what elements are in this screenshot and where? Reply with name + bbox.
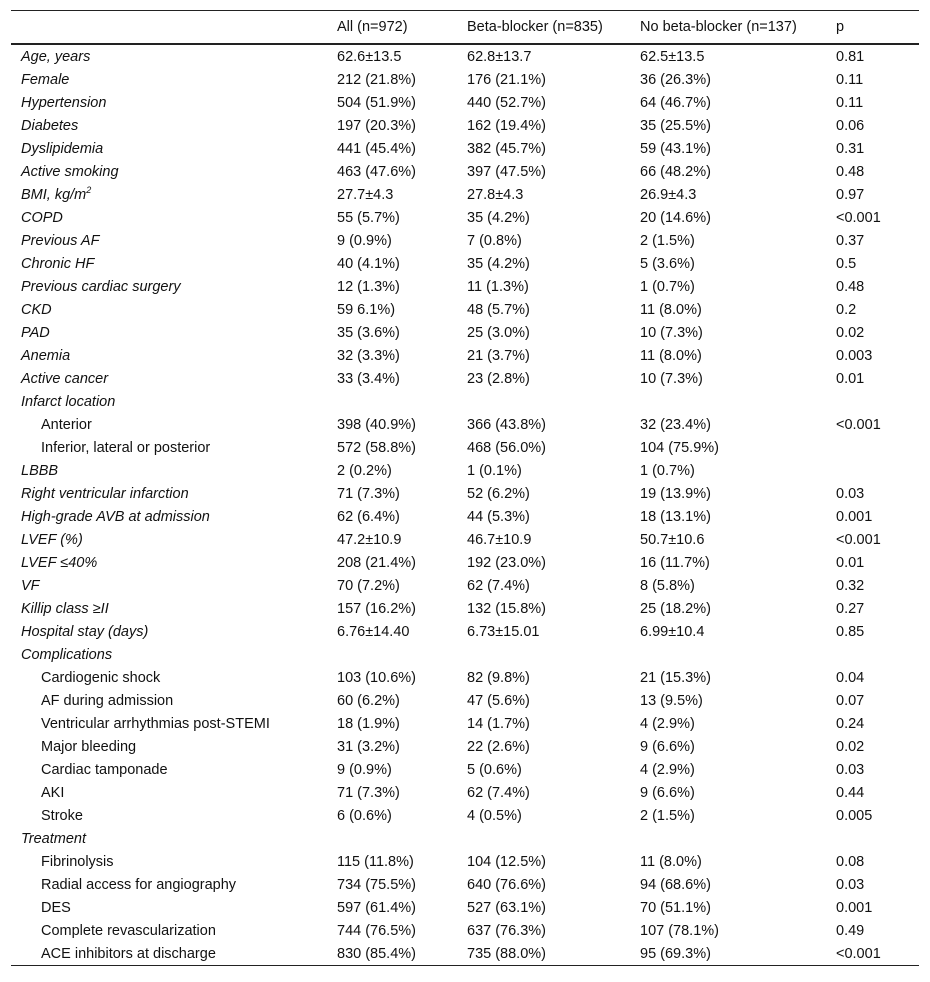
cell-p-value: 0.02 (836, 324, 865, 341)
cell-beta-blocker: 22 (2.6%) (467, 738, 530, 755)
cell-p-value: 0.003 (836, 347, 873, 364)
cell-all: 830 (85.4%) (337, 945, 416, 962)
row-label-text: CKD (21, 301, 52, 318)
header-cell-no-beta-blocker: No beta-blocker (n=137) (640, 19, 797, 35)
baseline-characteristics-table (11, 10, 919, 966)
cell-beta-blocker: 132 (15.8%) (467, 600, 546, 617)
cell-all: 734 (75.5%) (337, 876, 416, 893)
cell-no-beta-blocker: 5 (3.6%) (640, 255, 695, 272)
cell-p-value: 0.005 (836, 807, 873, 824)
table-row (11, 919, 919, 942)
row-label (11, 325, 337, 341)
cell-p-value: 0.48 (836, 278, 865, 295)
cell-no-beta-blocker: 70 (51.1%) (640, 899, 711, 916)
row-label (11, 49, 337, 65)
row-label (11, 394, 337, 410)
cell-beta-blocker: 62 (7.4%) (467, 577, 530, 594)
cell-p-value: <0.001 (836, 531, 881, 548)
table-row (11, 413, 919, 436)
row-label (11, 417, 337, 433)
cell-all: 18 (1.9%) (337, 715, 400, 732)
cell-all: 9 (0.9%) (337, 761, 392, 778)
row-label (11, 808, 337, 824)
cell-beta-blocker: 25 (3.0%) (467, 324, 530, 341)
cell-no-beta-blocker: 95 (69.3%) (640, 945, 711, 962)
row-label-text: PAD (21, 324, 50, 341)
cell-beta-blocker: 35 (4.2%) (467, 255, 530, 272)
row-label-text: Radial access for angiography (41, 876, 237, 893)
cell-p-value: <0.001 (836, 416, 881, 433)
cell-beta-blocker: 46.7±10.9 (467, 531, 532, 548)
table-row (11, 459, 919, 482)
cell-p-value: 0.49 (836, 922, 865, 939)
row-label (11, 486, 337, 502)
cell-all: 6.76±14.40 (337, 623, 410, 640)
table-row (11, 114, 919, 137)
row-label (11, 716, 337, 732)
row-label-text: DES (41, 899, 71, 916)
cell-beta-blocker: 735 (88.0%) (467, 945, 546, 962)
cell-no-beta-blocker: 10 (7.3%) (640, 324, 703, 341)
cell-all: 71 (7.3%) (337, 485, 400, 502)
cell-p-value: 0.01 (836, 554, 865, 571)
cell-beta-blocker: 366 (43.8%) (467, 416, 546, 433)
cell-beta-blocker: 11 (1.3%) (467, 278, 529, 295)
table-row (11, 850, 919, 873)
cell-all: 33 (3.4%) (337, 370, 400, 387)
row-label-text: Infarct location (21, 393, 116, 410)
row-label-text: Stroke (41, 807, 83, 824)
row-label (11, 739, 337, 755)
cell-no-beta-blocker: 64 (46.7%) (640, 94, 711, 111)
row-label (11, 72, 337, 88)
table-row (11, 436, 919, 459)
cell-no-beta-blocker: 107 (78.1%) (640, 922, 719, 939)
cell-no-beta-blocker: 21 (15.3%) (640, 669, 711, 686)
cell-beta-blocker: 4 (0.5%) (467, 807, 522, 824)
cell-beta-blocker: 23 (2.8%) (467, 370, 530, 387)
table-row (11, 712, 919, 735)
cell-p-value: 0.03 (836, 761, 865, 778)
row-label (11, 348, 337, 364)
row-label-text: BMI, kg/m (21, 186, 87, 203)
cell-beta-blocker: 35 (4.2%) (467, 209, 530, 226)
cell-no-beta-blocker: 2 (1.5%) (640, 807, 695, 824)
table-header (11, 11, 919, 45)
cell-beta-blocker: 5 (0.6%) (467, 761, 522, 778)
cell-beta-blocker: 82 (9.8%) (467, 669, 530, 686)
cell-all: 32 (3.3%) (337, 347, 400, 364)
cell-no-beta-blocker: 26.9±4.3 (640, 186, 697, 203)
cell-p-value: 0.27 (836, 600, 865, 617)
row-label-text: Active smoking (21, 163, 119, 180)
table-row (11, 735, 919, 758)
table-row (11, 45, 919, 68)
row-label-text: LVEF (%) (21, 531, 83, 548)
table-row (11, 160, 919, 183)
row-label-text: Cardiogenic shock (41, 669, 161, 686)
cell-no-beta-blocker: 9 (6.6%) (640, 738, 695, 755)
row-label-text: Major bleeding (41, 738, 137, 755)
cell-no-beta-blocker: 62.5±13.5 (640, 48, 705, 65)
cell-beta-blocker: 440 (52.7%) (467, 94, 546, 111)
cell-all: 62 (6.4%) (337, 508, 400, 525)
cell-p-value: 0.11 (836, 94, 864, 111)
row-label (11, 923, 337, 939)
table-row (11, 229, 919, 252)
cell-no-beta-blocker: 16 (11.7%) (640, 554, 710, 571)
cell-no-beta-blocker: 66 (48.2%) (640, 163, 711, 180)
cell-p-value: 0.37 (836, 232, 865, 249)
cell-beta-blocker: 47 (5.6%) (467, 692, 530, 709)
table-row (11, 275, 919, 298)
row-label (11, 647, 337, 663)
row-label (11, 233, 337, 249)
table-row (11, 344, 919, 367)
cell-no-beta-blocker: 18 (13.1%) (640, 508, 711, 525)
row-label-text: Dyslipidemia (21, 140, 104, 157)
cell-all: 31 (3.2%) (337, 738, 400, 755)
table-row (11, 643, 919, 666)
cell-all: 35 (3.6%) (337, 324, 400, 341)
cell-no-beta-blocker: 11 (8.0%) (640, 301, 702, 318)
cell-all: 157 (16.2%) (337, 600, 416, 617)
cell-p-value: <0.001 (836, 945, 881, 962)
cell-no-beta-blocker: 35 (25.5%) (640, 117, 711, 134)
cell-beta-blocker: 62.8±13.7 (467, 48, 532, 65)
cell-all: 60 (6.2%) (337, 692, 400, 709)
table-row (11, 551, 919, 574)
cell-no-beta-blocker: 2 (1.5%) (640, 232, 695, 249)
row-label-text: Right ventricular infarction (21, 485, 189, 502)
cell-beta-blocker: 1 (0.1%) (467, 462, 522, 479)
cell-beta-blocker: 640 (76.6%) (467, 876, 546, 893)
cell-all: 504 (51.9%) (337, 94, 416, 111)
row-label-text: Treatment (21, 830, 87, 847)
cell-all: 744 (76.5%) (337, 922, 416, 939)
row-label-superscript: 2 (86, 184, 92, 195)
cell-no-beta-blocker: 25 (18.2%) (640, 600, 711, 617)
row-label-text: Fibrinolysis (41, 853, 114, 870)
row-label (11, 184, 337, 203)
table-row (11, 597, 919, 620)
cell-p-value: 0.5 (836, 255, 857, 272)
row-label-text: Age, years (21, 48, 91, 65)
cell-all: 70 (7.2%) (337, 577, 400, 594)
cell-no-beta-blocker: 13 (9.5%) (640, 692, 703, 709)
cell-all: 398 (40.9%) (337, 416, 416, 433)
row-label-text: Female (21, 71, 70, 88)
cell-no-beta-blocker: 6.99±10.4 (640, 623, 705, 640)
row-label (11, 693, 337, 709)
cell-beta-blocker: 7 (0.8%) (467, 232, 522, 249)
cell-all: 115 (11.8%) (337, 853, 414, 870)
cell-beta-blocker: 104 (12.5%) (467, 853, 546, 870)
row-label-text: AF during admission (41, 692, 174, 709)
cell-beta-blocker: 162 (19.4%) (467, 117, 546, 134)
cell-beta-blocker: 44 (5.3%) (467, 508, 530, 525)
row-label-text: Ventricular arrhythmias post-STEMI (41, 715, 270, 732)
table-body (11, 45, 919, 965)
cell-all: 9 (0.9%) (337, 232, 392, 249)
cell-beta-blocker: 27.8±4.3 (467, 186, 524, 203)
cell-beta-blocker: 397 (47.5%) (467, 163, 546, 180)
cell-no-beta-blocker: 11 (8.0%) (640, 853, 702, 870)
row-label (11, 532, 337, 548)
row-label (11, 601, 337, 617)
table-row (11, 942, 919, 965)
cell-all: 12 (1.3%) (337, 278, 400, 295)
cell-all: 59 6.1%) (337, 301, 396, 318)
row-label (11, 670, 337, 686)
row-label-text: High-grade AVB at admission (21, 508, 210, 525)
cell-p-value: 0.03 (836, 876, 865, 893)
cell-no-beta-blocker: 4 (2.9%) (640, 715, 695, 732)
table-row (11, 68, 919, 91)
cell-p-value: 0.06 (836, 117, 865, 134)
table-row (11, 827, 919, 850)
cell-all: 55 (5.7%) (337, 209, 400, 226)
row-label-text: Anterior (41, 416, 92, 433)
row-label (11, 785, 337, 801)
cell-p-value: 0.85 (836, 623, 865, 640)
table-row (11, 804, 919, 827)
cell-no-beta-blocker: 94 (68.6%) (640, 876, 711, 893)
table-row (11, 206, 919, 229)
row-label (11, 118, 337, 134)
row-label-text: Previous AF (21, 232, 100, 249)
cell-all: 27.7±4.3 (337, 186, 394, 203)
row-label (11, 440, 337, 456)
table-row (11, 666, 919, 689)
row-label-text: Cardiac tamponade (41, 761, 168, 778)
cell-p-value: 0.01 (836, 370, 865, 387)
cell-no-beta-blocker: 4 (2.9%) (640, 761, 695, 778)
row-label (11, 164, 337, 180)
row-label (11, 463, 337, 479)
row-label-text: Anemia (21, 347, 71, 364)
header-cell-p-value: p (836, 19, 845, 35)
cell-p-value: 0.44 (836, 784, 865, 801)
cell-p-value: 0.81 (836, 48, 865, 65)
cell-no-beta-blocker: 104 (75.9%) (640, 439, 719, 456)
row-label-text: Killip class ≥II (21, 600, 109, 617)
table-row (11, 321, 919, 344)
row-label-text: LVEF ≤40% (21, 554, 98, 571)
table-row (11, 574, 919, 597)
cell-no-beta-blocker: 1 (0.7%) (640, 278, 695, 295)
header-cell-all: All (n=972) (337, 19, 408, 35)
cell-all: 597 (61.4%) (337, 899, 416, 916)
row-label-text: VF (21, 577, 40, 594)
cell-p-value: 0.32 (836, 577, 865, 594)
cell-all: 572 (58.8%) (337, 439, 416, 456)
row-label (11, 555, 337, 571)
table-row (11, 367, 919, 390)
cell-p-value: 0.03 (836, 485, 865, 502)
row-label (11, 831, 337, 847)
row-label (11, 141, 337, 157)
cell-all: 103 (10.6%) (337, 669, 416, 686)
cell-p-value: 0.48 (836, 163, 865, 180)
cell-no-beta-blocker: 50.7±10.6 (640, 531, 705, 548)
row-label (11, 578, 337, 594)
cell-all: 463 (47.6%) (337, 163, 416, 180)
cell-beta-blocker: 21 (3.7%) (467, 347, 530, 364)
cell-no-beta-blocker: 11 (8.0%) (640, 347, 702, 364)
cell-beta-blocker: 468 (56.0%) (467, 439, 546, 456)
cell-all: 40 (4.1%) (337, 255, 400, 272)
row-label-text: Complications (21, 646, 113, 663)
row-label (11, 95, 337, 111)
cell-beta-blocker: 6.73±15.01 (467, 623, 540, 640)
cell-p-value: 0.31 (836, 140, 865, 157)
table-row (11, 689, 919, 712)
table-row (11, 252, 919, 275)
cell-p-value: 0.001 (836, 899, 873, 916)
table-row (11, 482, 919, 505)
cell-all: 2 (0.2%) (337, 462, 392, 479)
cell-no-beta-blocker: 59 (43.1%) (640, 140, 711, 157)
cell-no-beta-blocker: 36 (26.3%) (640, 71, 711, 88)
cell-p-value: 0.001 (836, 508, 873, 525)
row-label (11, 762, 337, 778)
row-label (11, 877, 337, 893)
cell-all: 71 (7.3%) (337, 784, 400, 801)
cell-all: 208 (21.4%) (337, 554, 416, 571)
cell-beta-blocker: 382 (45.7%) (467, 140, 546, 157)
cell-beta-blocker: 637 (76.3%) (467, 922, 546, 939)
row-label (11, 210, 337, 226)
row-label (11, 854, 337, 870)
cell-no-beta-blocker: 10 (7.3%) (640, 370, 703, 387)
row-label-text: ACE inhibitors at discharge (41, 945, 216, 962)
table-row (11, 298, 919, 321)
row-label-text: Complete revascularization (41, 922, 216, 939)
row-label-text: Previous cardiac surgery (21, 278, 181, 295)
cell-beta-blocker: 14 (1.7%) (467, 715, 530, 732)
cell-all: 62.6±13.5 (337, 48, 402, 65)
row-label-text: LBBB (21, 462, 59, 479)
table-row (11, 505, 919, 528)
cell-p-value: 0.97 (836, 186, 865, 203)
header-cell-beta-blocker: Beta-blocker (n=835) (467, 19, 603, 35)
table-row (11, 91, 919, 114)
cell-beta-blocker: 176 (21.1%) (467, 71, 546, 88)
table-row (11, 781, 919, 804)
cell-all: 47.2±10.9 (337, 531, 402, 548)
table-row (11, 137, 919, 160)
row-label-text: Active cancer (21, 370, 109, 387)
row-label (11, 946, 337, 962)
row-label (11, 371, 337, 387)
cell-p-value: 0.02 (836, 738, 865, 755)
table-row (11, 183, 919, 206)
cell-p-value: 0.11 (836, 71, 864, 88)
table-row (11, 758, 919, 781)
cell-p-value: 0.2 (836, 301, 857, 318)
cell-no-beta-blocker: 19 (13.9%) (640, 485, 711, 502)
cell-p-value: 0.24 (836, 715, 865, 732)
cell-beta-blocker: 527 (63.1%) (467, 899, 546, 916)
row-label-text: Hospital stay (days) (21, 623, 149, 640)
table-row (11, 873, 919, 896)
table-row (11, 896, 919, 919)
cell-beta-blocker: 52 (6.2%) (467, 485, 530, 502)
cell-beta-blocker: 62 (7.4%) (467, 784, 530, 801)
cell-all: 212 (21.8%) (337, 71, 416, 88)
table-row (11, 620, 919, 643)
cell-beta-blocker: 192 (23.0%) (467, 554, 546, 571)
row-label-text: Chronic HF (21, 255, 95, 272)
row-label-text: Diabetes (21, 117, 79, 134)
cell-all: 197 (20.3%) (337, 117, 416, 134)
cell-no-beta-blocker: 8 (5.8%) (640, 577, 695, 594)
cell-all: 6 (0.6%) (337, 807, 392, 824)
row-label-text: COPD (21, 209, 63, 226)
table-row (11, 390, 919, 413)
row-label (11, 256, 337, 272)
table-row (11, 528, 919, 551)
cell-no-beta-blocker: 32 (23.4%) (640, 416, 711, 433)
row-label-text: Hypertension (21, 94, 107, 111)
cell-beta-blocker: 48 (5.7%) (467, 301, 530, 318)
cell-p-value: 0.07 (836, 692, 865, 709)
cell-no-beta-blocker: 20 (14.6%) (640, 209, 711, 226)
cell-no-beta-blocker: 9 (6.6%) (640, 784, 695, 801)
cell-p-value: 0.08 (836, 853, 865, 870)
cell-p-value: 0.04 (836, 669, 865, 686)
cell-p-value: <0.001 (836, 209, 881, 226)
row-label (11, 900, 337, 916)
row-label (11, 302, 337, 318)
row-label-text: AKI (41, 784, 65, 801)
row-label (11, 279, 337, 295)
cell-all: 441 (45.4%) (337, 140, 416, 157)
row-label (11, 624, 337, 640)
cell-no-beta-blocker: 1 (0.7%) (640, 462, 695, 479)
row-label (11, 509, 337, 525)
row-label-text: Inferior, lateral or posterior (41, 439, 211, 456)
